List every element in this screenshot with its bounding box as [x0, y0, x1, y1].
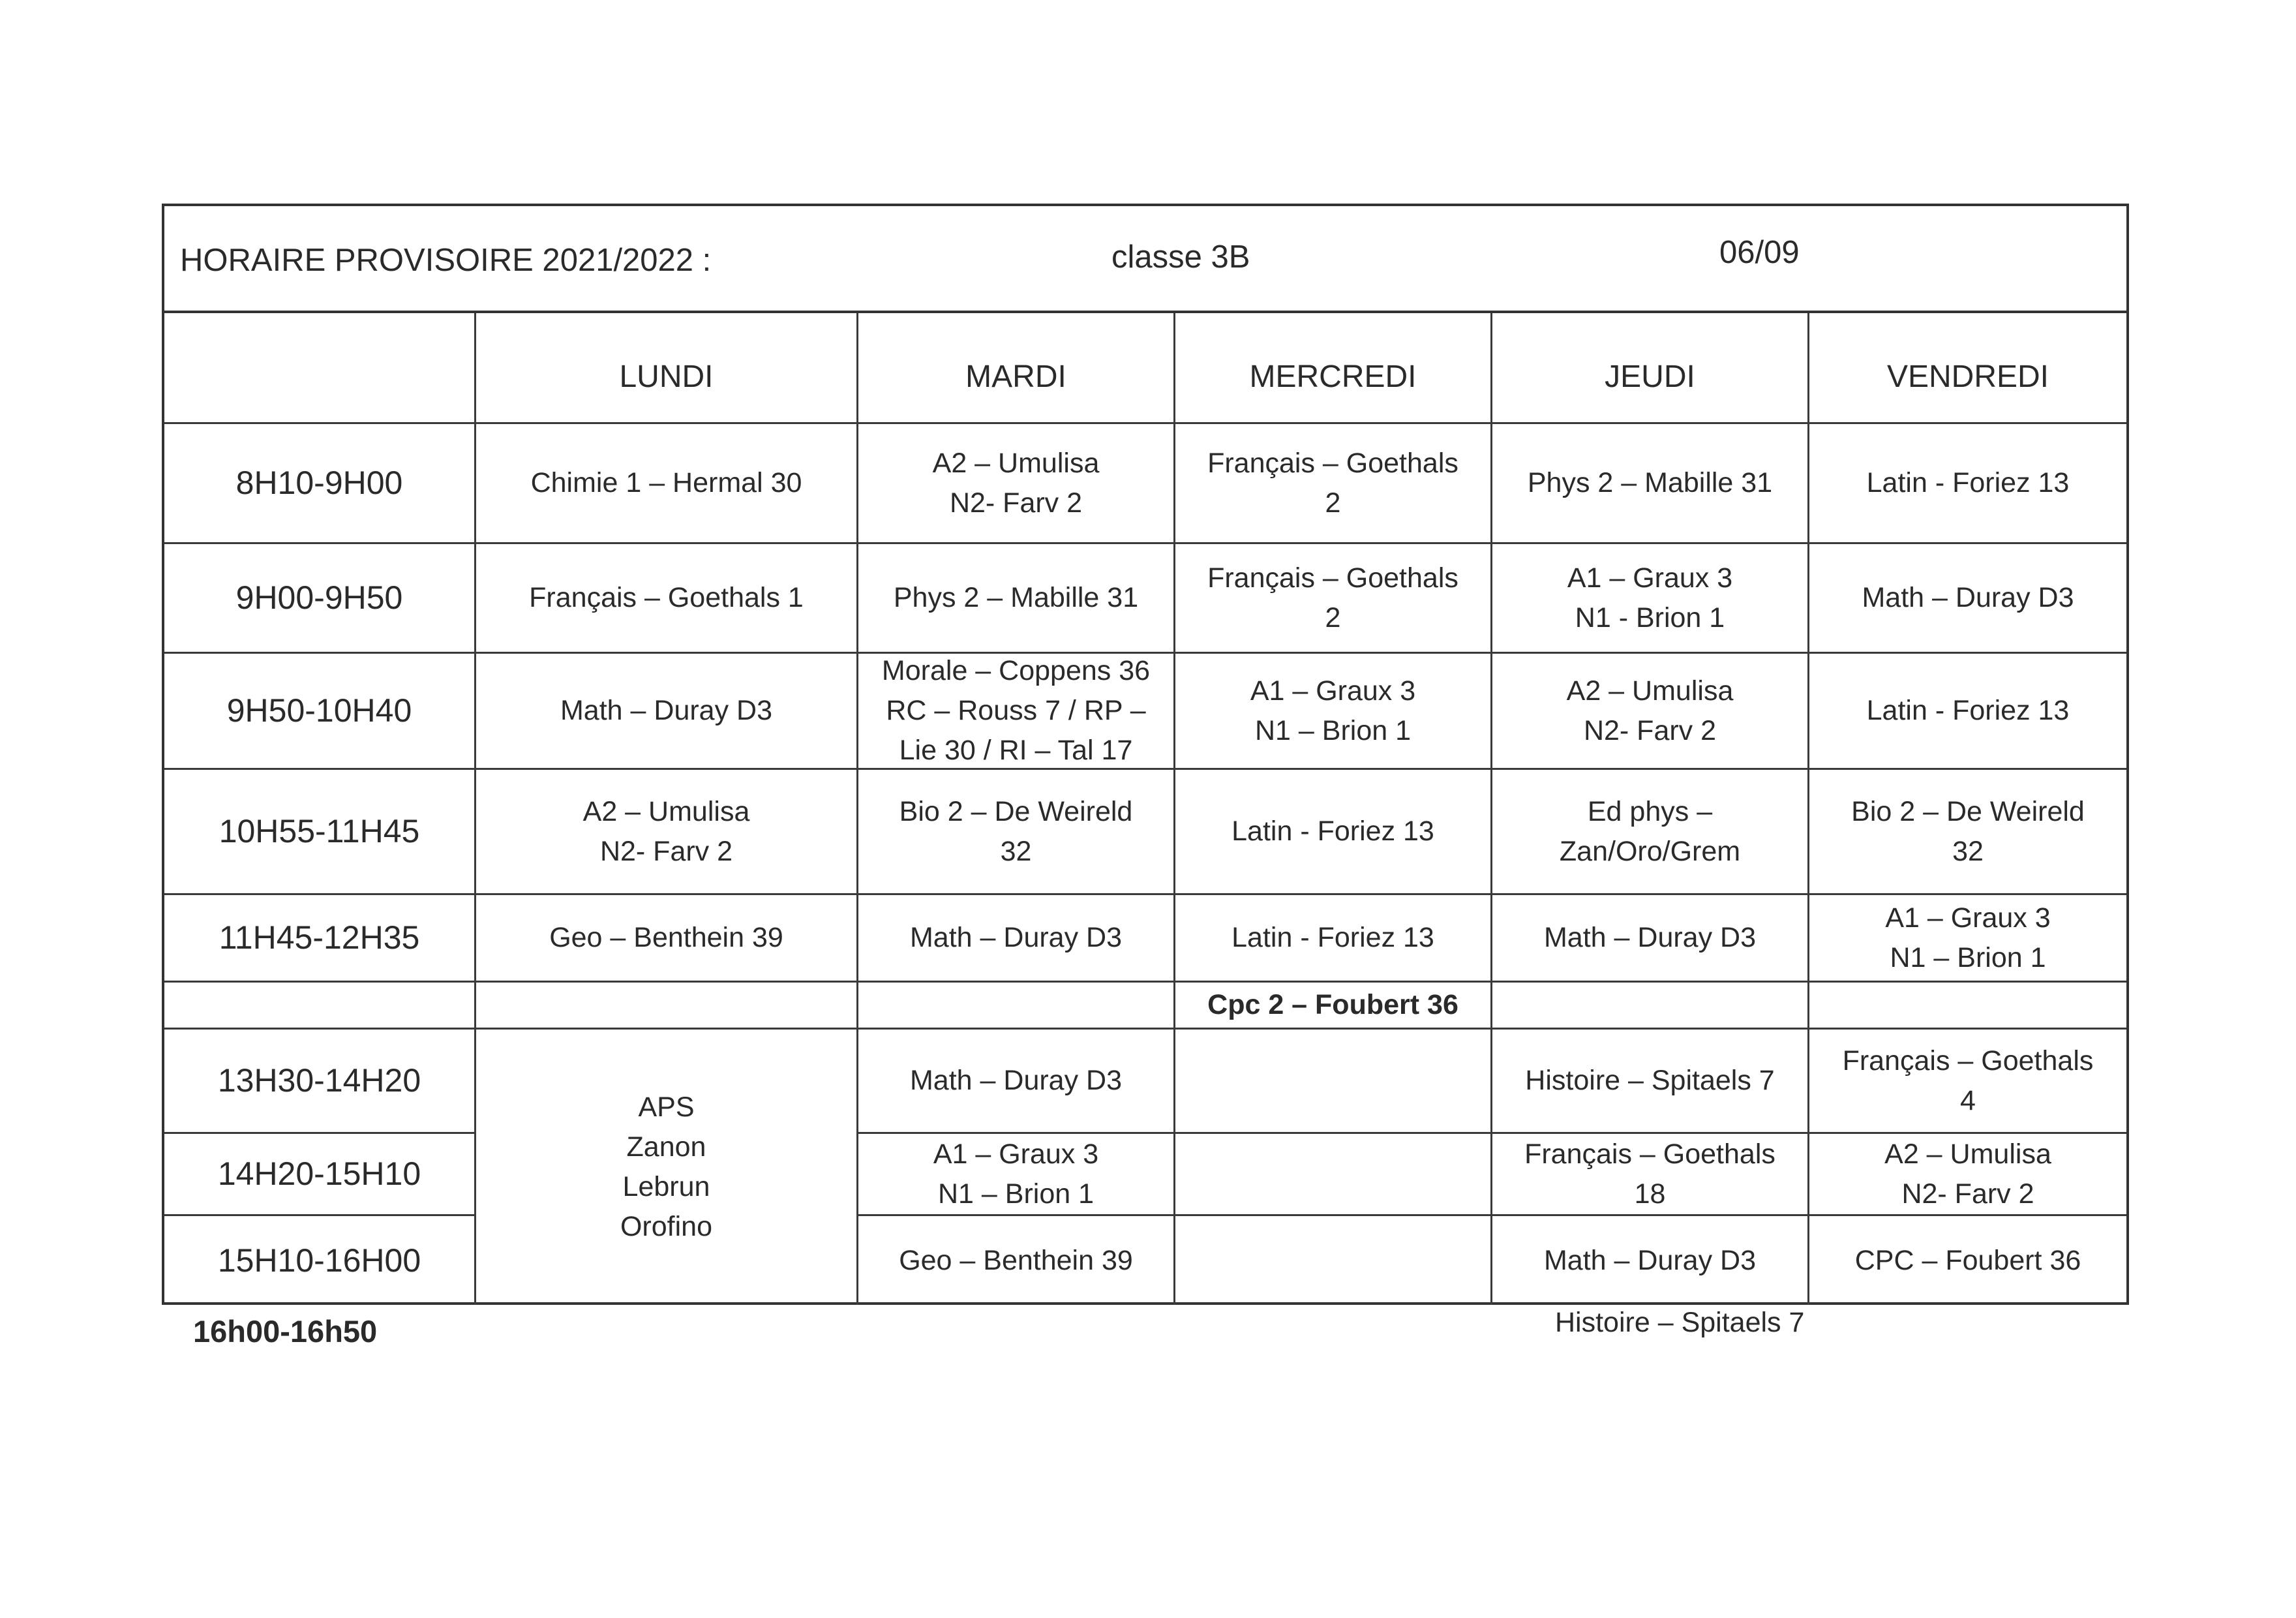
course-text-line: Français – Goethals [1207, 447, 1458, 479]
course-text-line: Morale – Coppens 36 [881, 655, 1151, 686]
course-cell-friday [1809, 1030, 2126, 1134]
course-text-line: Orofino [620, 1211, 712, 1242]
course-lines [1862, 578, 2074, 618]
course-cell-wednesday [1175, 770, 1492, 895]
course-cell-wednesday [1175, 1216, 1492, 1305]
course-text-line: 2 [1325, 487, 1341, 519]
time-slot-label: 11H45-12H35 [164, 895, 476, 983]
course-text-line: Français – Goethals [1524, 1138, 1775, 1170]
course-text-line: 18 [1634, 1178, 1666, 1210]
course-lines [899, 792, 1133, 872]
course-cell-wednesday [1175, 544, 1492, 654]
schedule-date: 06/09 [1719, 235, 1800, 270]
extra-time-slot: 16h00-16h50 [193, 1314, 378, 1349]
corner-cell [164, 313, 476, 424]
course-text-line: N1 - Brion 1 [1575, 602, 1725, 633]
course-text-line: 32 [1952, 835, 1984, 867]
course-text-line: Geo – Benthein 39 [899, 1244, 1133, 1276]
course-text-line: RC – Rouss 7 / RP – [886, 695, 1146, 726]
course-text-line: Cpc 2 – Foubert 36 [1207, 989, 1458, 1020]
course-lines [1524, 1135, 1775, 1214]
course-text-line: N2- Farv 2 [599, 835, 733, 867]
schedule-header [162, 204, 2129, 313]
course-cell-wednesday [1175, 895, 1492, 983]
course-text-line: A2 – Umulisa [582, 795, 750, 827]
time-slot-label: 14H20-15H10 [164, 1134, 476, 1216]
course-lines [1207, 985, 1458, 1025]
time-slot-label: 10H55-11H45 [164, 770, 476, 895]
course-lines [910, 918, 1122, 958]
course-cell-friday [1809, 654, 2126, 770]
course-lines [882, 654, 1150, 770]
schedule-title: HORAIRE PROVISOIRE 2021/2022 : [180, 243, 712, 278]
course-lines [894, 578, 1138, 618]
course-lines [1528, 463, 1772, 503]
course-cell-tuesday [858, 1216, 1175, 1305]
course-cell-tuesday [858, 654, 1175, 770]
course-text-line: Ed phys – [1587, 795, 1713, 827]
course-cell-wednesday [1175, 983, 1492, 1030]
course-cell-monday [476, 1030, 858, 1305]
course-text-line: Zanon [626, 1131, 706, 1163]
course-cell-friday [1809, 1134, 2126, 1216]
course-text-line: Math – Duray D3 [1862, 582, 2074, 613]
course-cell-wednesday [1175, 1030, 1492, 1134]
day-header-friday: VENDREDI [1809, 313, 2126, 424]
course-text-line: Math – Duray D3 [909, 922, 1123, 953]
course-cell-monday [476, 983, 858, 1030]
course-cell-monday [476, 770, 858, 895]
course-lines [1567, 671, 1734, 751]
course-cell-monday [476, 895, 858, 983]
course-text-line: Bio 2 – De Weireld [899, 795, 1133, 827]
day-header-wednesday: MERCREDI [1175, 313, 1492, 424]
course-text-line: 32 [1000, 835, 1032, 867]
course-text-line: Phys 2 – Mabille 31 [1527, 467, 1773, 498]
time-slot-label [164, 983, 476, 1030]
course-text-line: Latin - Foriez 13 [1231, 922, 1434, 953]
course-cell-tuesday [858, 895, 1175, 983]
course-lines [549, 918, 783, 958]
course-lines [1884, 1135, 2051, 1214]
time-slot-label: 9H00-9H50 [164, 544, 476, 654]
course-text-line: Français – Goethals 1 [529, 582, 804, 613]
class-label: classe 3B [1111, 239, 1250, 275]
course-cell-friday [1809, 770, 2126, 895]
course-text-line: Latin - Foriez 13 [1231, 816, 1434, 847]
course-cell-monday [476, 544, 858, 654]
course-text-line: N2- Farv 2 [1901, 1178, 2034, 1210]
course-text-line: Bio 2 – De Weireld [1851, 795, 2085, 827]
course-text-line: Français – Goethals [1842, 1045, 2094, 1076]
course-text-line: Geo – Benthein 39 [549, 922, 783, 953]
course-text-line: Math – Duray D3 [1543, 922, 1757, 953]
course-text-line: APS [638, 1091, 695, 1123]
course-lines [1544, 1241, 1756, 1281]
course-lines [1843, 1041, 2094, 1121]
course-lines [1567, 558, 1732, 638]
extra-course: Histoire – Spitaels 7 [1555, 1307, 1805, 1338]
course-text-line: A1 – Graux 3 [933, 1138, 1099, 1170]
day-header-tuesday: MARDI [858, 313, 1175, 424]
time-slot-label: 15H10-16H00 [164, 1216, 476, 1305]
course-cell-friday [1809, 895, 2126, 983]
course-cell-thursday [1492, 1134, 1809, 1216]
course-text-line: N1 – Brion 1 [1254, 714, 1412, 746]
course-text-line: Histoire – Spitaels 7 [1525, 1065, 1775, 1096]
course-lines [1207, 558, 1458, 638]
time-slot-label: 13H30-14H20 [164, 1030, 476, 1134]
course-cell-thursday [1492, 1216, 1809, 1305]
course-lines [899, 1241, 1133, 1281]
course-lines [529, 578, 804, 618]
course-text-line: A1 – Graux 3 [1885, 902, 2051, 934]
course-text-line: A2 – Umulisa [932, 447, 1100, 479]
course-lines [1544, 918, 1756, 958]
course-lines [1231, 812, 1434, 851]
course-cell-thursday [1492, 983, 1809, 1030]
course-lines [933, 444, 1100, 523]
timetable-grid [162, 311, 2129, 1305]
course-text-line: Lie 30 / RI – Tal 17 [899, 735, 1133, 766]
course-cell-friday [1809, 544, 2126, 654]
course-lines [583, 792, 750, 872]
course-lines [1867, 691, 2070, 731]
course-text-line: Zan/Oro/Grem [1559, 835, 1741, 867]
course-lines [933, 1135, 1098, 1214]
course-cell-thursday [1492, 654, 1809, 770]
course-lines [1851, 792, 2085, 872]
course-lines [1867, 463, 2070, 503]
course-text-line: 2 [1325, 602, 1341, 633]
course-text-line: Latin - Foriez 13 [1866, 695, 2070, 726]
course-cell-wednesday [1175, 424, 1492, 544]
course-text-line: Lebrun [622, 1171, 710, 1202]
course-text-line: A2 – Umulisa [1884, 1138, 2051, 1170]
course-text-line: Latin - Foriez 13 [1866, 467, 2070, 498]
course-lines [1855, 1241, 2081, 1281]
course-text-line: CPC – Foubert 36 [1854, 1244, 2081, 1276]
course-lines [1560, 792, 1740, 872]
course-cell-tuesday [858, 770, 1175, 895]
course-text-line: A2 – Umulisa [1566, 675, 1734, 707]
course-cell-thursday [1492, 770, 1809, 895]
course-lines [1231, 918, 1434, 958]
course-cell-wednesday [1175, 654, 1492, 770]
course-lines [531, 463, 802, 503]
course-text-line: Math – Duray D3 [909, 1065, 1123, 1096]
course-lines [1525, 1061, 1774, 1101]
course-cell-tuesday [858, 544, 1175, 654]
time-slot-label: 8H10-9H00 [164, 424, 476, 544]
course-cell-thursday [1492, 424, 1809, 544]
course-cell-thursday [1492, 1030, 1809, 1134]
day-header-thursday: JEUDI [1492, 313, 1809, 424]
course-cell-tuesday [858, 424, 1175, 544]
course-cell-wednesday [1175, 1134, 1492, 1216]
course-cell-monday [476, 654, 858, 770]
course-text-line: Math – Duray D3 [560, 695, 773, 726]
course-cell-friday [1809, 424, 2126, 544]
course-cell-friday [1809, 983, 2126, 1030]
course-lines [910, 1061, 1122, 1101]
course-cell-tuesday [858, 1030, 1175, 1134]
course-cell-tuesday [858, 1134, 1175, 1216]
course-text-line: N1 – Brion 1 [1890, 941, 2046, 973]
course-text-line: Français – Goethals [1207, 562, 1458, 594]
time-slot-label: 9H50-10H40 [164, 654, 476, 770]
course-text-line: Chimie 1 – Hermal 30 [530, 467, 802, 498]
course-cell-friday [1809, 1216, 2126, 1305]
course-cell-thursday [1492, 544, 1809, 654]
course-lines [620, 1088, 712, 1247]
course-cell-thursday [1492, 895, 1809, 983]
course-text-line: A1 – Graux 3 [1567, 562, 1733, 594]
course-text-line: Math – Duray D3 [1543, 1244, 1757, 1276]
course-lines [560, 691, 772, 731]
course-text-line: N2- Farv 2 [949, 487, 1083, 519]
course-text-line: 4 [1960, 1084, 1976, 1116]
course-lines [1885, 898, 2050, 978]
course-text-line: N1 – Brion 1 [937, 1178, 1095, 1210]
course-cell-tuesday [858, 983, 1175, 1030]
course-lines [1207, 444, 1458, 523]
course-text-line: N2- Farv 2 [1583, 714, 1717, 746]
course-lines [1250, 671, 1415, 751]
course-cell-monday [476, 424, 858, 544]
course-text-line: A1 – Graux 3 [1250, 675, 1416, 707]
course-text-line: Phys 2 – Mabille 31 [893, 582, 1139, 613]
day-header-monday: LUNDI [476, 313, 858, 424]
